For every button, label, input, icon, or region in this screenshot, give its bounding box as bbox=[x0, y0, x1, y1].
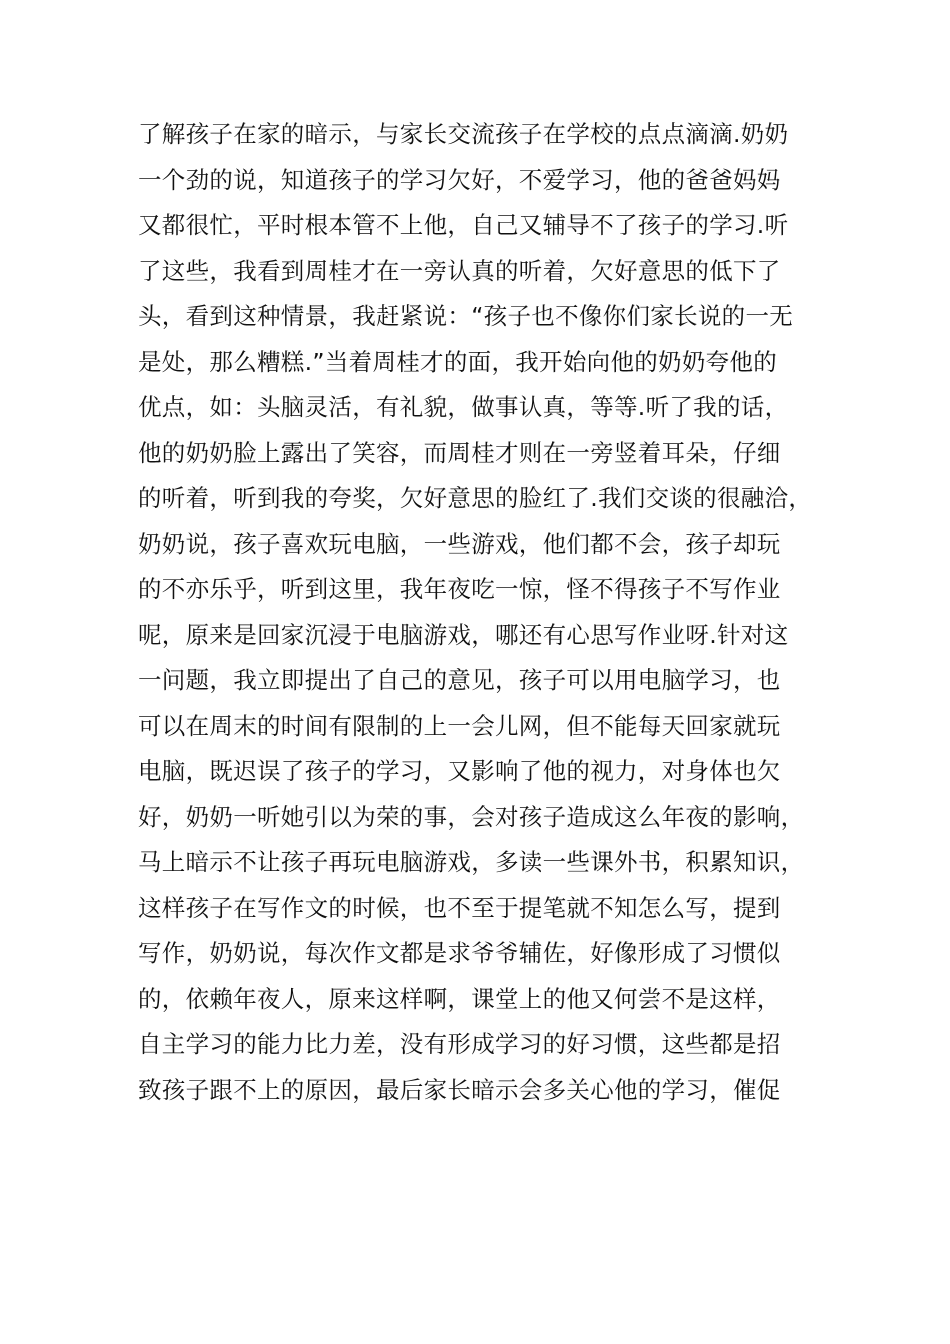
text-line: 一问题，我立即提出了自己的意见，孩子可以用电脑学习，也 bbox=[138, 666, 781, 694]
text-line: 可以在周末的时间有限制的上一会儿网，但不能每天回家就玩 bbox=[138, 711, 781, 740]
text-line: 又都很忙，平时根本管不上他，自己又辅导不了孩子的学习.听 bbox=[138, 211, 789, 239]
text-line: 致孩子跟不上的原因，最后家长暗示会多关心他的学习，催促 bbox=[138, 1075, 781, 1104]
text-line: 好，奶奶一听她引以为荣的事，会对孩子造成这么年夜的影响， bbox=[138, 802, 805, 831]
text-line: 了这些，我看到周桂才在一旁认真的听着，欠好意思的低下了 bbox=[138, 256, 781, 285]
body-text bbox=[138, 112, 828, 1113]
text-line: 的不亦乐乎，听到这里，我年夜吃一惊，怪不得孩子不写作业 bbox=[138, 575, 781, 603]
text-line: 电脑，既迟误了孩子的学习，又影响了他的视力，对身体也欠 bbox=[138, 757, 781, 785]
text-line: 头，看到这种情景，我赶紧说：“孩子也不像你们家长说的一无 bbox=[138, 302, 794, 330]
text-line: 的听着，听到我的夸奖，欠好意思的脸红了.我们交谈的很融洽， bbox=[138, 484, 813, 512]
text-line: 了解孩子在家的暗示，与家长交流孩子在学校的点点滴滴.奶奶 bbox=[138, 120, 789, 148]
text-line: 一个劲的说，知道孩子的学习欠好，不爱学习，他的爸爸妈妈 bbox=[138, 165, 781, 194]
text-line: 自主学习的能力比力差，没有形成学习的好习惯，这些都是招 bbox=[138, 1030, 781, 1058]
text-line: 写作，奶奶说，每次作文都是求爷爷辅佐，好像形成了习惯似 bbox=[138, 939, 781, 967]
text-line: 他的奶奶脸上露出了笑容，而周桂才则在一旁竖着耳朵，仔细 bbox=[138, 438, 781, 467]
text-line: 这样孩子在写作文的时候，也不至于提笔就不知怎么写，提到 bbox=[138, 893, 781, 922]
text-line: 马上暗示不让孩子再玩电脑游戏，多读一些课外书，积累知识， bbox=[138, 848, 805, 876]
text-line: 呢，原来是回家沉浸于电脑游戏，哪还有心思写作业呀.针对这 bbox=[138, 620, 789, 649]
text-line: 的，依赖年夜人，原来这样啊，课堂上的他又何尝不是这样， bbox=[138, 984, 781, 1013]
text-line: 优点，如：头脑灵活，有礼貌，做事认真，等等.听了我的话， bbox=[138, 393, 789, 421]
text-line: 奶奶说，孩子喜欢玩电脑，一些游戏，他们都不会，孩子却玩 bbox=[138, 529, 781, 558]
text-line: 是处，那么糟糕.”当着周桂才的面，我开始向他的奶奶夸他的 bbox=[138, 347, 778, 376]
